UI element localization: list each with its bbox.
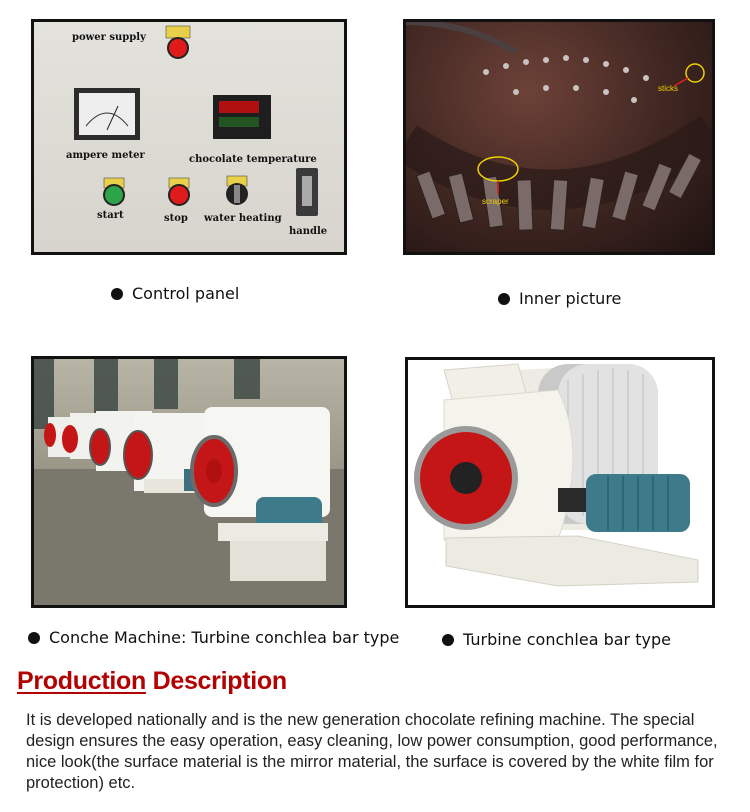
control-panel-caption: Control panel xyxy=(111,284,239,303)
handle-label: handle xyxy=(289,226,328,237)
heading-part1: Production xyxy=(17,667,146,695)
bullet-icon xyxy=(498,293,510,305)
single-machine-photo xyxy=(405,357,715,608)
conche-machines-caption: Conche Machine: Turbine conchlea bar type xyxy=(28,628,399,647)
control-panel-photo xyxy=(31,19,347,255)
inner-picture-caption: Inner picture xyxy=(498,289,621,308)
bullet-icon xyxy=(28,632,40,644)
bullet-icon xyxy=(442,634,454,646)
conche-machines-photo xyxy=(31,356,347,608)
heading-part2: Description xyxy=(152,667,287,695)
water-heating-label: water heating xyxy=(204,213,282,224)
conche-row-illustration xyxy=(34,359,344,605)
single-machine-caption: Turbine conchlea bar type xyxy=(442,630,671,649)
ampere-meter-label: ampere meter xyxy=(66,150,145,161)
scraper-annotation: scraper xyxy=(482,197,509,206)
bullet-icon xyxy=(111,288,123,300)
start-label: start xyxy=(97,210,124,221)
chocolate-temperature-label: chocolate temperature xyxy=(189,154,317,165)
sticks-annotation: sticks xyxy=(658,84,678,93)
power-supply-label: power supply xyxy=(72,32,146,43)
single-machine-illustration xyxy=(408,360,712,605)
description-text: It is developed nationally and is the new generation chocolate refining machine. The special design ensures the easy operation, easy cleaning, low power consumption, good performance, nice look(the surface material is the mirror material, the surface is covered by the white film for protection) etc. xyxy=(26,711,718,792)
section-heading xyxy=(17,667,287,696)
control-panel-illustration xyxy=(34,22,344,252)
inner-drum-illustration xyxy=(406,22,712,252)
inner-picture-photo xyxy=(403,19,715,255)
stop-label: stop xyxy=(164,213,188,224)
